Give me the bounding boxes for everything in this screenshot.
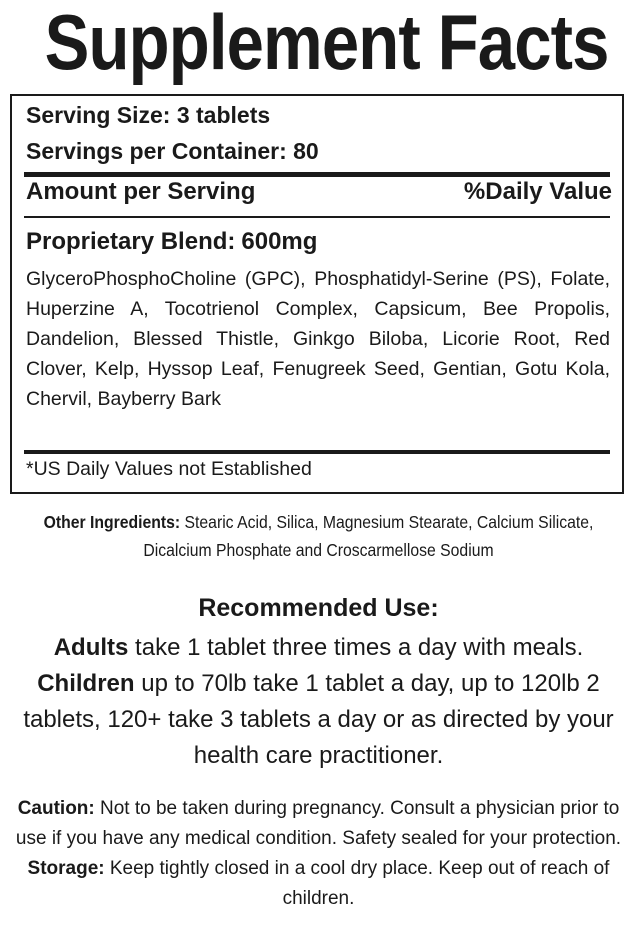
recommended-use-heading: Recommended Use: (198, 594, 439, 622)
amount-per-serving-label: Amount per Serving (26, 178, 256, 205)
page-title: Supplement Facts (44, 0, 609, 86)
caution-text: Not to be taken during pregnancy. Consult a physician prior to use if you have any medical condition. Safety sealed for your protection. (15, 798, 622, 849)
storage-label: Storage: (27, 858, 105, 879)
blend-amount: 600mg (241, 228, 318, 255)
caution-label: Caution: (17, 798, 95, 819)
caution-storage-block (0, 794, 637, 914)
children-label: Children (37, 670, 135, 697)
adults-label: Adults (53, 634, 129, 661)
bottom-divider (24, 450, 610, 454)
supplement-facts-panel (10, 94, 624, 494)
other-ingredients (32, 508, 605, 564)
thick-divider (24, 172, 610, 177)
children-text: up to 70lb take 1 tablet a day, up to 120lb 2 tablets, 120+ take 3 tablets a day or as directed by your health care practitioner. (23, 670, 614, 769)
daily-value-footnote: *US Daily Values not Established (26, 458, 312, 480)
daily-value-label: %Daily Value (463, 178, 612, 205)
other-ingredients-label: Other Ingredients: (43, 512, 181, 532)
amount-header-row (26, 178, 612, 206)
thin-divider (24, 216, 610, 218)
adults-text: take 1 tablet three times a day with meals. (128, 634, 584, 661)
other-ingredients-text: Stearic Acid, Silica, Magnesium Stearate, Calcium Silicate, Dicalcium Phosphate and Croscarmellose Sodium (143, 512, 594, 560)
blend-name: Proprietary Blend: (26, 228, 236, 255)
storage-text: Keep tightly closed in a cool dry place. Keep out of reach of children. (104, 858, 610, 909)
proprietary-blend-row (26, 228, 608, 256)
recommended-use-text (6, 630, 631, 774)
serving-size: Serving Size: 3 tablets (26, 102, 271, 128)
blend-ingredients: GlyceroPhosphoCholine (GPC), Phosphatidyl-Serine (PS), Folate, Huperzine A, Tocotrienol Complex, Capsicum, Bee Propolis, Dandelion, Blessed Thistle, Ginkgo Biloba, Licorie Root, Red Clover, Kelp, Hyssop Leaf, Fenugreek Seed, Gentian, Gotu Kola, Chervil, Bayberry Bark (26, 268, 610, 410)
servings-per-container: Servings per Container: 80 (26, 138, 319, 164)
